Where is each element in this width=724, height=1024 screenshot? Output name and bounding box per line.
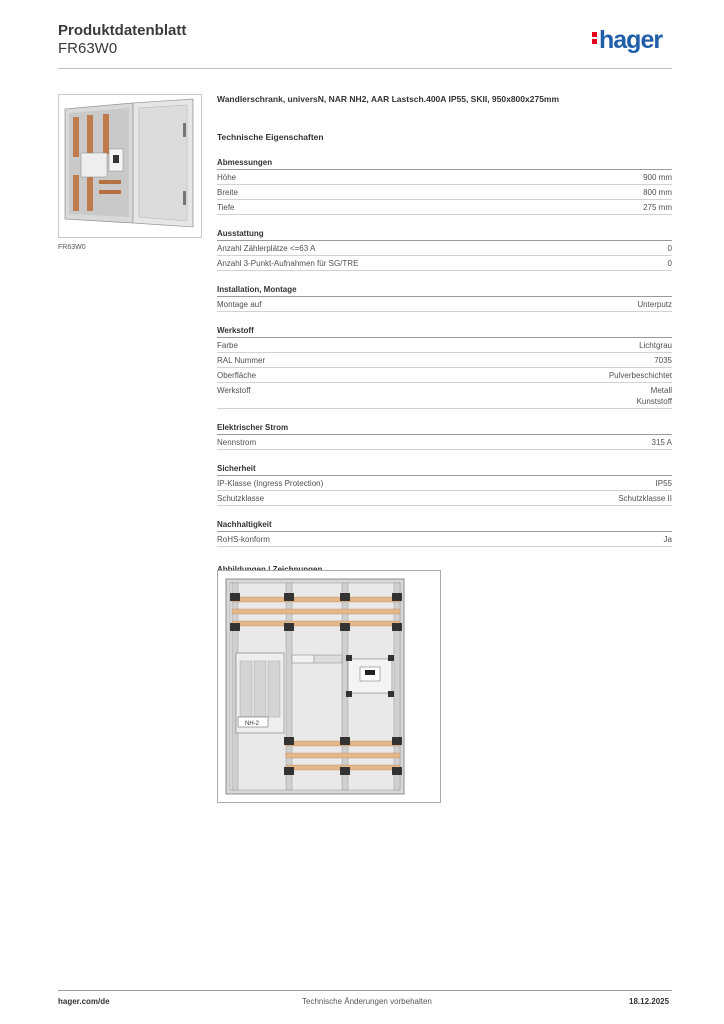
property-label: Tiefe <box>217 203 235 212</box>
section <box>217 158 672 215</box>
property-label: Höhe <box>217 173 237 182</box>
product-details <box>217 94 672 574</box>
section-title: Installation, Montage <box>217 285 672 297</box>
product-photo <box>58 94 202 238</box>
section <box>217 285 672 312</box>
busbar <box>232 597 400 602</box>
property-value <box>656 478 672 489</box>
property-row <box>217 476 672 491</box>
fuse-label: NH-2 <box>245 721 260 727</box>
property-label: Werkstoff <box>217 386 251 395</box>
section-title: Nachhaltigkeit <box>217 520 672 532</box>
property-value <box>618 493 672 504</box>
property-value <box>637 385 672 407</box>
property-value-line: Pulverbeschichtet <box>608 371 672 380</box>
property-label: Anzahl 3-Punkt-Aufnahmen für SG/TRE <box>217 259 359 268</box>
logo-dots-icon <box>592 30 597 46</box>
property-row <box>217 491 672 506</box>
property-row <box>217 200 672 215</box>
footer-divider <box>58 990 672 991</box>
property-value <box>643 187 672 198</box>
property-value <box>637 299 672 310</box>
section <box>217 520 672 547</box>
property-value-line: 315 A <box>651 438 672 447</box>
hager-logo <box>592 26 662 55</box>
section <box>217 326 672 409</box>
property-row <box>217 338 672 353</box>
property-value <box>664 534 672 545</box>
property-value <box>643 202 672 213</box>
property-value-line: 0 <box>667 244 672 253</box>
section-title: Werkstoff <box>217 326 672 338</box>
property-value-line: IP55 <box>655 479 672 488</box>
property-label: IP-Klasse (Ingress Protection) <box>217 479 324 488</box>
property-label: Farbe <box>217 341 238 350</box>
property-value-line: Kunststoff <box>636 397 672 406</box>
section <box>217 423 672 450</box>
property-label: Nennstrom <box>217 438 257 447</box>
property-label: Montage auf <box>217 300 262 309</box>
property-value-line: Ja <box>663 535 672 544</box>
property-row <box>217 297 672 312</box>
property-value-line: 275 mm <box>643 203 672 212</box>
property-row <box>217 256 672 271</box>
busbar <box>286 753 400 758</box>
property-row <box>217 383 672 409</box>
property-label: Breite <box>217 188 238 197</box>
property-value-line: Unterputz <box>637 300 672 309</box>
busbar <box>232 621 400 626</box>
section-title: Elektrischer Strom <box>217 423 672 435</box>
technical-drawing <box>217 570 441 803</box>
product-code: FR63W0 <box>58 40 118 57</box>
property-row <box>217 185 672 200</box>
product-description: Wandlerschrank, universN, NAR NH2, AAR Lastsch.400A IP55, SKII, 950x800x275mm <box>217 94 560 104</box>
property-value-line: 900 mm <box>643 173 672 182</box>
footer-date: 18.12.2025 <box>629 997 670 1006</box>
section-title: Abmessungen <box>217 158 672 170</box>
section-title: Ausstattung <box>217 229 672 241</box>
property-value <box>652 437 672 448</box>
property-sections <box>217 158 672 547</box>
properties-heading: Technische Eigenschaften <box>217 132 324 142</box>
property-row <box>217 241 672 256</box>
page-title: Produktdatenblatt <box>58 22 187 39</box>
cabinet-photo-icon <box>59 95 201 237</box>
property-value-line: 7035 <box>654 356 672 365</box>
section <box>217 229 672 271</box>
property-row <box>217 532 672 547</box>
property-value <box>668 243 672 254</box>
property-label: Anzahl Zählerplätze <=63 A <box>217 244 316 253</box>
property-value-line: 0 <box>667 259 672 268</box>
property-label: Oberfläche <box>217 371 257 380</box>
property-label: RoHS-konform <box>217 535 270 544</box>
property-value <box>639 340 672 351</box>
property-row <box>217 170 672 185</box>
footer-website: hager.com/de <box>58 997 110 1006</box>
header-divider <box>58 68 672 69</box>
property-row <box>217 368 672 383</box>
section-title: Sicherheit <box>217 464 672 476</box>
property-value-line: 800 mm <box>643 188 672 197</box>
photo-caption: FR63W0 <box>58 244 86 251</box>
property-value-line: Lichtgrau <box>639 341 672 350</box>
property-value <box>643 172 672 183</box>
property-value <box>609 370 672 381</box>
property-value <box>654 355 672 366</box>
property-value-line: Metall <box>650 386 672 395</box>
property-row <box>217 435 672 450</box>
footer-disclaimer: Technische Änderungen vorbehalten <box>302 997 432 1006</box>
busbar <box>232 609 400 614</box>
property-label: Schutzklasse <box>217 494 265 503</box>
property-value-line: Schutzklasse II <box>618 494 672 503</box>
property-row <box>217 353 672 368</box>
cabinet-drawing <box>218 571 440 802</box>
logo-text: hager <box>599 26 663 54</box>
section <box>217 464 672 506</box>
property-label: RAL Nummer <box>217 356 266 365</box>
property-value <box>668 258 672 269</box>
